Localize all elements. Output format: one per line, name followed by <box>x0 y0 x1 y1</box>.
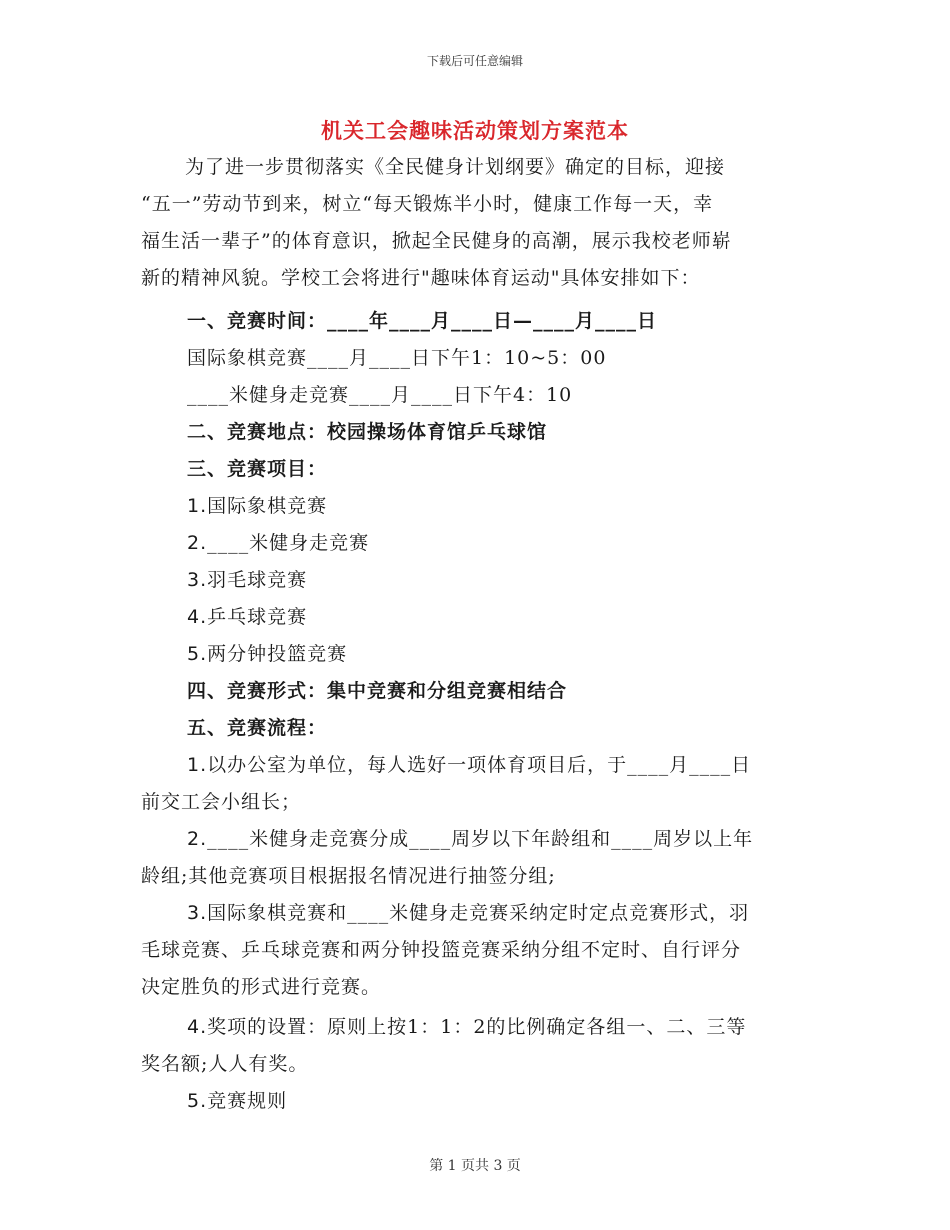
list-item: 3.国际象棋竞赛和____米健身走竞赛采纳定时定点竞赛形式，羽 <box>187 902 750 924</box>
list-number: 1. <box>187 495 208 517</box>
paragraph-line: 奖名额;人人有奖。 <box>141 1053 309 1075</box>
list-item: 5.两分钟投篮竞赛 <box>187 643 348 665</box>
schedule-line: 国际象棋竞赛____月____日下午1：10~5：00 <box>187 347 607 369</box>
schedule-line: ____米健身走竞赛____月____日下午4：10 <box>187 384 573 406</box>
list-number: 3. <box>187 902 208 924</box>
list-number: 1. <box>187 754 208 776</box>
list-number: 5. <box>187 1090 208 1112</box>
section-heading: 一、竞赛时间：____年____月____日—____月____日 <box>187 310 658 332</box>
list-number: 5. <box>187 643 208 665</box>
list-number: 2. <box>187 532 208 554</box>
page-footer: 第 1 页共 3 页 <box>429 1158 521 1174</box>
list-number: 4. <box>187 1016 208 1038</box>
list-number: 3. <box>187 569 208 591</box>
paragraph-line: 福生活一辈子”的体育意识，掀起全民健身的高潮，展示我校老师崭 <box>141 230 732 252</box>
list-number: 4. <box>187 606 208 628</box>
list-item: 5.竞赛规则 <box>187 1090 288 1112</box>
document-title: 机关工会趣味活动策划方案范本 <box>321 118 629 143</box>
section-heading: 四、竞赛形式：集中竞赛和分组竞赛相结合 <box>187 680 568 702</box>
section-heading: 三、竞赛项目： <box>187 458 328 480</box>
list-item: 4.乒乓球竞赛 <box>187 606 308 628</box>
section-heading: 五、竞赛流程： <box>187 717 328 739</box>
list-item: 3.羽毛球竞赛 <box>187 569 308 591</box>
list-item: 4.奖项的设置：原则上按1：1：2的比例确定各组一、二、三等 <box>187 1016 747 1038</box>
list-item: 1.以办公室为单位，每人选好一项体育项目后，于____月____日 <box>187 754 752 776</box>
header-note: 下载后可任意编辑 <box>426 54 523 68</box>
paragraph-line: 龄组;其他竞赛项目根据报名情况进行抽签分组; <box>141 865 556 887</box>
list-number: 2. <box>187 828 208 850</box>
list-item: 2.____米健身走竞赛 <box>187 532 370 554</box>
paragraph-line: 为了进一步贯彻落实《全民健身计划纲要》确定的目标，迎接 <box>185 156 726 178</box>
paragraph-line: “五一”劳动节到来，树立“每天锻炼半小时，健康工作每一天，幸 <box>141 193 714 215</box>
paragraph-line: 前交工会小组长； <box>141 791 302 813</box>
list-item: 2.____米健身走竞赛分成____周岁以下年龄组和____周岁以上年 <box>187 828 754 850</box>
section-heading: 二、竞赛地点：校园操场体育馆乒乓球馆 <box>187 421 548 443</box>
paragraph-line: 新的精神风貌。学校工会将进行"趣味体育运动"具体安排如下： <box>141 267 701 289</box>
list-item: 1.国际象棋竞赛 <box>187 495 328 517</box>
paragraph-line: 毛球竞赛、乒乓球竞赛和两分钟投篮竞赛采纳分组不定时、自行评分 <box>141 939 742 961</box>
paragraph-line: 决定胜负的形式进行竞赛。 <box>141 976 382 998</box>
